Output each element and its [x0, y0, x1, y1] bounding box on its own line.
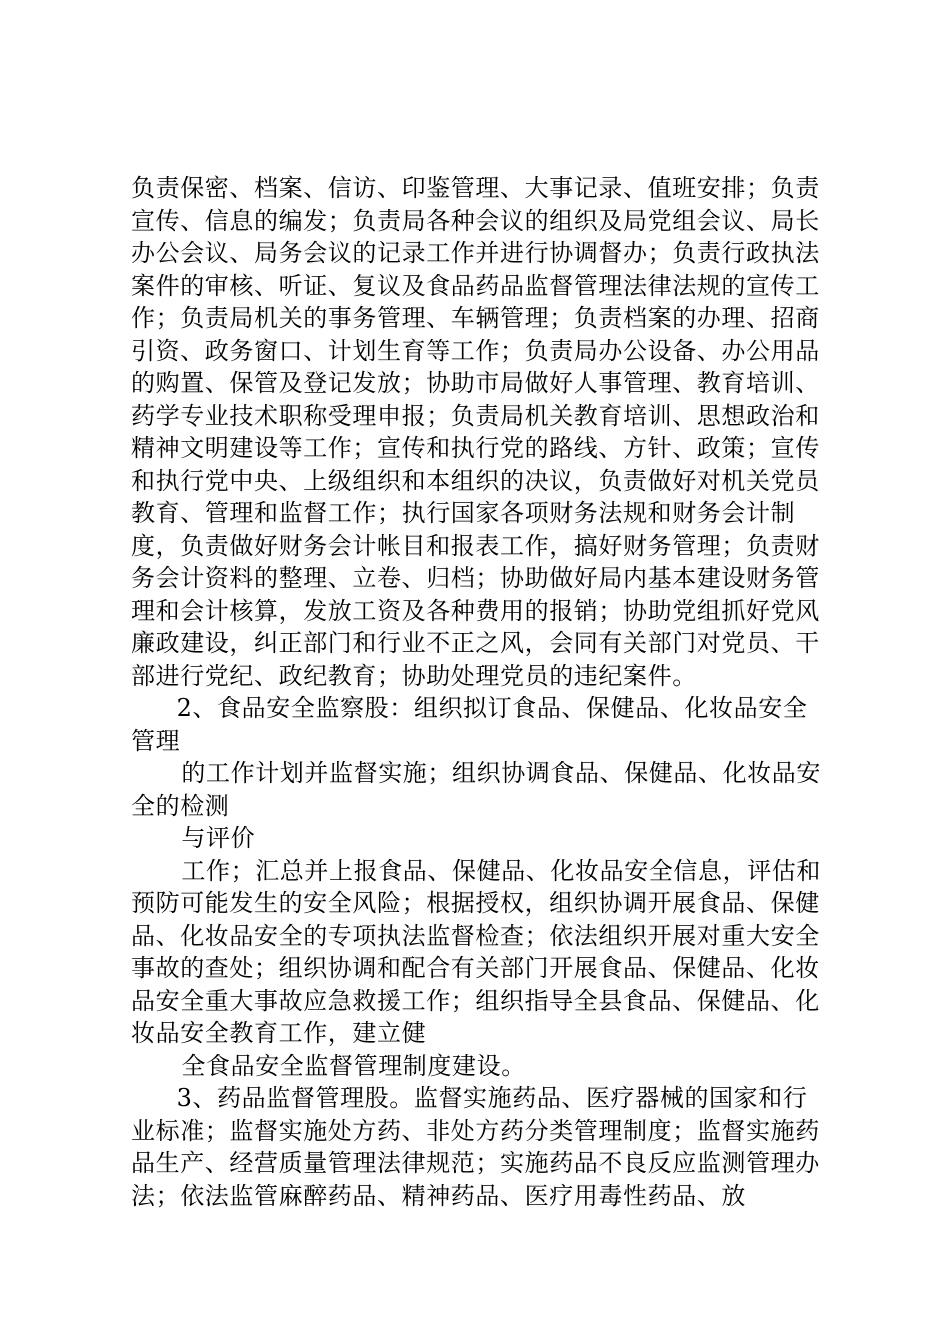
paragraph-food-safety-work: 工作；汇总并上报食品、保健品、化妆品安全信息，评估和预防可能发生的安全风险；根据授权，组织协调开展食品、保健品、化妆品安全的专项执法监督检查；依法组织开展对重大安全事故的查处；组织协调和配合有关部门开展食品、保健品、化妆品安全重大事故应急救援工作；组织指导全县食品、保健品、化妆品安全教育工作，建立健: [131, 856, 821, 1047]
paragraph-drug-supervision: 3、药品监督管理股。监督实施药品、医疗器械的国家和行业标准；监督实施处方药、非处方药分类管理制度；监督实施药品生产、经营质量管理法律规范；实施药品不良反应监测管理办法；依法监管麻醉药品、精神药品、医疗用毒性药品、放: [131, 1084, 820, 1210]
paragraph-food-safety-plan: 的工作计划并监督实施；组织协调食品、保健品、化妆品安全的检测: [131, 759, 821, 820]
paragraph-food-safety-system: 全食品安全监督管理制度建设。: [181, 1051, 526, 1080]
paragraph-food-safety-heading: 2、食品安全监察股：组织拟订食品、保健品、化妆品安全管理: [131, 694, 808, 755]
paragraph-food-safety-evaluation: 与评价: [181, 824, 256, 852]
paragraph-office-duties: 负责保密、档案、信访、印鉴管理、大事记录、值班安排；负责宣传、信息的编发；负责局各种会议的组织及局党组会议、局长办公会议、局务会议的记录工作并进行协调督办；负责行政执法案件的审核、听证、复议及食品药品监督管理法律法规的宣传工作；负责局机关的事务管理、车辆管理；负责档案的办理、招商引资、政务窗口、计划生育等工作；负责局办公设备、办公用品的购置、保管及登记发放；协助市局做好人事管理、教育培训、药学专业技术职称受理申报；负责局机关教育培训、思想政治和精神文明建设等工作；宣传和执行党的路线、方针、政策；宣传和执行党中央、上级组织和本组织的决议，负责做好对机关党员教育、管理和监督工作；执行国家各项财务法规和财务会计制度，负责做好财务会计帐目和报表工作，搞好财务管理；负责财务会计资料的整理、立卷、归档；协助做好局内基本建设财务管理和会计核算，发放工资及各种费用的报销；协助党组抓好党风廉政建设，纠正部门和行业不正之风，会同有关部门对党员、干部进行党纪、政纪教育；协助处理党员的违纪案件。: [131, 174, 820, 690]
document-body: [131, 172, 831, 1212]
